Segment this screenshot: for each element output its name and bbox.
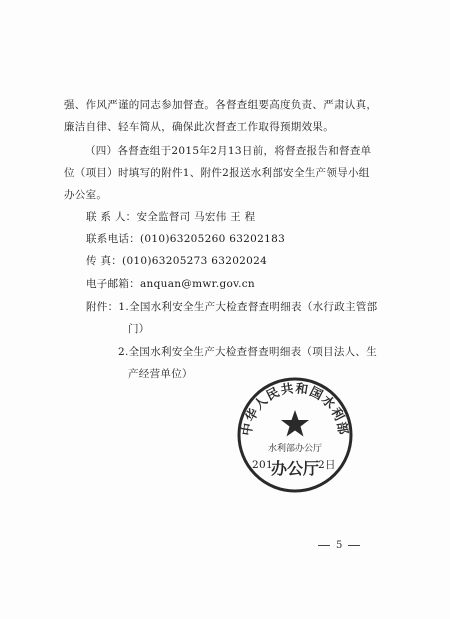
- body-line-3: （四）各督查组于2015年2月13日前，将督查报告和督查单: [85, 145, 372, 157]
- seal-star-icon: [281, 410, 309, 437]
- attachments-label: 附件：: [86, 301, 119, 313]
- seal-inner-text: 水利部办公厅: [267, 444, 323, 454]
- footer-dash-left: [318, 545, 330, 546]
- attachment-2-line-b: 产经营单位）: [128, 368, 193, 380]
- attachment-2-line-a: 2.全国水利安全生产大检查督查明细表（项目法人、生: [118, 346, 378, 358]
- official-seal: [236, 376, 354, 494]
- contact-person-label: 联 系 人：: [86, 211, 137, 223]
- contact-fax-value: (010)63205273 63202024: [122, 255, 268, 267]
- contact-phone-label: 联系电话：: [86, 233, 140, 245]
- contact-person-value: 安全监督司 马宏伟 王 程: [136, 211, 256, 223]
- contact-email-value: anquan@mwr.gov.cn: [140, 278, 255, 290]
- contact-fax-label: 传 真：: [86, 255, 123, 267]
- body-line-5: 办公室。: [64, 189, 108, 201]
- attachment-1-text: 1.全国水利安全生产大检查督查明细表（水行政主管部: [118, 301, 378, 313]
- attachment-1-line-a: [86, 300, 377, 314]
- contact-person: [86, 210, 255, 224]
- contact-email: [86, 277, 255, 291]
- seal-ring-path: 中华人民共和国水利部: [238, 380, 352, 437]
- footer-dash-right: [348, 545, 360, 546]
- signature-date-end: 2日: [318, 459, 336, 471]
- contact-email-label: 电子邮箱：: [86, 278, 140, 290]
- contact-phone: [86, 232, 285, 246]
- body-line-4: 位（项目）时填写的附件1、附件2报送水利部安全生产领导小组: [64, 167, 370, 179]
- contact-fax: [86, 254, 267, 268]
- contact-phone-value: (010)63205260 63202183: [140, 233, 286, 245]
- body-line-2: 廉洁自律、轻车简从，确保此次督查工作取得预期效果。: [64, 121, 334, 133]
- page-number: 5: [336, 540, 343, 551]
- body-line-1: 强、作风严谨的同志参加督查。各督查组要高度负责、严肃认真，: [64, 99, 378, 111]
- page-footer: [318, 540, 360, 551]
- seal-big-text: 办公厅: [270, 459, 320, 478]
- signature-date-start: 201: [252, 459, 273, 471]
- attachment-1-line-b: 门）: [128, 323, 150, 335]
